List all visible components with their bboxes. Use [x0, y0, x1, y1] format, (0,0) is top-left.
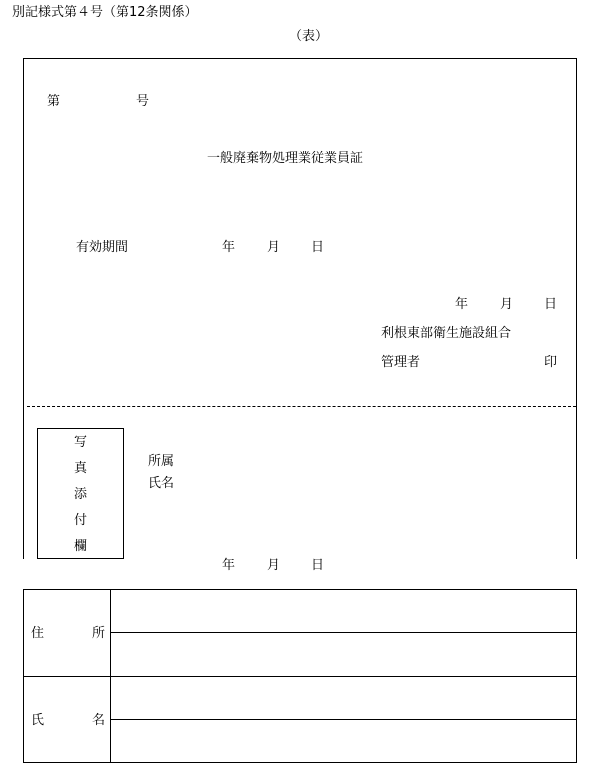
form-side-label: （表）: [289, 29, 329, 44]
validity-year: 年: [222, 240, 236, 255]
number-prefix: 第: [47, 94, 61, 109]
table-row-line: [110, 632, 577, 633]
address-field-line-1[interactable]: [112, 591, 574, 631]
address-label-first: 住: [31, 626, 45, 641]
photo-char: 添: [73, 487, 87, 502]
card-title: 一般廃棄物処理業従業員証: [207, 151, 364, 166]
table-bottom-border: [23, 762, 577, 763]
issuer-organization: 利根東部衛生施設組合: [381, 326, 512, 341]
card-right-border: [576, 58, 577, 559]
card-left-border: [23, 58, 24, 559]
photo-char: 真: [73, 461, 87, 476]
lower-date-year: 年: [222, 558, 236, 573]
seal-mark: 印: [544, 355, 558, 370]
holder-name-field[interactable]: [180, 474, 560, 492]
affiliation-field[interactable]: [180, 452, 560, 470]
table-row-line: [23, 676, 577, 677]
photo-box: [37, 428, 124, 559]
address-label-second: 所: [92, 626, 106, 641]
affiliation-label: 所属: [148, 454, 175, 469]
card-top-border: [23, 58, 577, 59]
holder-name-label: 氏名: [148, 476, 175, 491]
table-top-border: [23, 589, 577, 590]
issuer-title: 管理者: [381, 355, 421, 370]
issue-year: 年: [455, 297, 469, 312]
name-field-line-2[interactable]: [112, 721, 574, 761]
photo-char: 写: [73, 435, 87, 450]
lower-date-month: 月: [267, 558, 281, 573]
validity-month: 月: [267, 240, 281, 255]
issue-month: 月: [500, 297, 514, 312]
name-label-first: 氏: [31, 713, 45, 728]
number-field[interactable]: [70, 92, 130, 110]
cut-line: [27, 406, 576, 407]
photo-char: 付: [73, 513, 87, 528]
issue-day: 日: [544, 297, 558, 312]
validity-day: 日: [311, 240, 325, 255]
validity-label: 有効期間: [76, 240, 129, 255]
form-title: 別記様式第４号（第12条関係）: [12, 5, 198, 20]
photo-char: 欄: [73, 539, 87, 554]
lower-date-day: 日: [311, 558, 325, 573]
address-field-line-2[interactable]: [112, 634, 574, 675]
table-row-line: [110, 719, 577, 720]
name-field-line-1[interactable]: [112, 678, 574, 718]
name-label-second: 名: [92, 713, 106, 728]
number-suffix: 号: [136, 94, 150, 109]
